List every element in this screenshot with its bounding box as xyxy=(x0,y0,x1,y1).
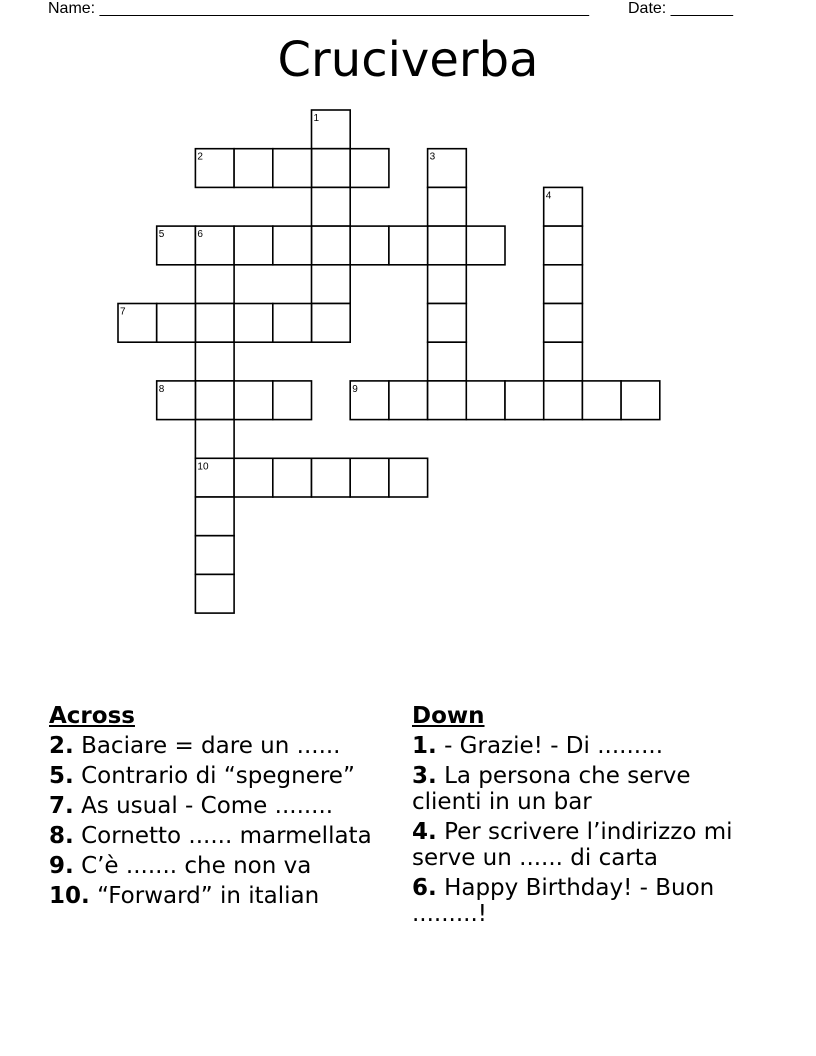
clue-down-1 xyxy=(412,733,742,759)
grid-cell[interactable] xyxy=(312,304,351,343)
grid-cell[interactable] xyxy=(466,381,505,420)
cell-number: 10 xyxy=(197,461,209,473)
grid-cell[interactable] xyxy=(428,187,467,226)
clue-down-4 xyxy=(412,819,742,871)
grid-cell[interactable] xyxy=(312,149,351,188)
cell-number: 4 xyxy=(545,190,552,202)
clue-text: Per scrivere l’indirizzo mi serve un ...... di carta xyxy=(412,819,733,871)
clue-across-7 xyxy=(49,793,389,819)
clue-number: 1. xyxy=(412,733,437,759)
grid-cell[interactable] xyxy=(350,226,389,265)
grid-cell[interactable] xyxy=(234,149,273,188)
clue-text: Cornetto ...... marmellata xyxy=(81,823,372,849)
grid-cell[interactable] xyxy=(544,342,583,381)
grid-cell[interactable] xyxy=(273,149,312,188)
clue-number: 8. xyxy=(49,823,74,849)
clue-across-8 xyxy=(49,823,389,849)
down-clues xyxy=(412,703,742,931)
grid-cell[interactable] xyxy=(428,304,467,343)
grid-cell[interactable] xyxy=(312,187,351,226)
page-title: Cruciverba xyxy=(277,32,539,88)
across-heading: Across xyxy=(49,703,135,729)
grid-cell[interactable] xyxy=(544,226,583,265)
grid-cell[interactable] xyxy=(195,381,234,420)
cell-number: 2 xyxy=(197,151,203,163)
grid-cell[interactable] xyxy=(312,265,351,304)
grid-cell[interactable] xyxy=(428,381,467,420)
grid-cell[interactable] xyxy=(582,381,621,420)
grid-cell[interactable] xyxy=(350,458,389,497)
grid-cell[interactable] xyxy=(234,458,273,497)
clue-text: La persona che serve clienti in un bar xyxy=(412,763,691,815)
clue-text: “Forward” in italian xyxy=(97,883,320,909)
grid-cell[interactable] xyxy=(428,226,467,265)
grid-cell[interactable] xyxy=(312,226,351,265)
grid-cell[interactable] xyxy=(428,342,467,381)
grid-cell[interactable] xyxy=(195,342,234,381)
grid-cell[interactable] xyxy=(273,226,312,265)
grid-cell[interactable] xyxy=(195,304,234,343)
grid-cell[interactable] xyxy=(234,381,273,420)
cell-number: 9 xyxy=(352,383,358,395)
grid-cell[interactable] xyxy=(195,574,234,613)
clue-text: Happy Birthday! - Buon .........! xyxy=(412,875,715,927)
cell-number: 6 xyxy=(197,229,203,241)
grid-cell[interactable] xyxy=(195,536,234,575)
cell-number: 1 xyxy=(313,113,320,124)
down-heading: Down xyxy=(412,703,485,729)
grid-cell[interactable] xyxy=(157,304,196,343)
grid-cell[interactable] xyxy=(505,381,544,420)
grid-cell[interactable] xyxy=(428,265,467,304)
grid-cell[interactable] xyxy=(273,458,312,497)
clue-number: 10. xyxy=(49,883,90,909)
clue-across-10 xyxy=(49,883,389,909)
grid-cell[interactable] xyxy=(273,381,312,420)
grid-cell[interactable] xyxy=(544,304,583,343)
clue-text: As usual - Come ........ xyxy=(81,793,334,819)
grid-cell[interactable] xyxy=(234,226,273,265)
clue-number: 7. xyxy=(49,793,74,819)
clue-down-3 xyxy=(412,763,742,815)
grid-cell[interactable] xyxy=(466,226,505,265)
cell-number: 8 xyxy=(158,383,165,395)
clue-number: 2. xyxy=(49,733,74,759)
clue-number: 4. xyxy=(412,819,437,845)
grid-cell[interactable] xyxy=(234,304,273,343)
clue-down-6 xyxy=(412,875,742,927)
clue-text: C’è ....... che non va xyxy=(81,853,312,879)
clue-number: 5. xyxy=(49,763,74,789)
across-clues xyxy=(49,703,389,913)
grid-cell[interactable] xyxy=(312,458,351,497)
clue-across-2 xyxy=(49,733,389,759)
clue-across-9 xyxy=(49,853,389,879)
grid-cell[interactable] xyxy=(544,265,583,304)
grid-cell[interactable] xyxy=(389,458,428,497)
grid-cell[interactable] xyxy=(389,226,428,265)
grid-cell[interactable] xyxy=(350,149,389,188)
cell-number: 3 xyxy=(429,151,436,163)
grid-cell[interactable] xyxy=(273,304,312,343)
clue-text: - Grazie! - Di ......... xyxy=(444,733,664,759)
grid-cell[interactable] xyxy=(195,420,234,459)
cell-number: 7 xyxy=(120,306,126,318)
clue-text: Baciare = dare un ...... xyxy=(81,733,341,759)
grid-cell[interactable] xyxy=(621,381,660,420)
grid-cell[interactable] xyxy=(389,381,428,420)
name-field-label: Name: _______________________________________________________ xyxy=(48,0,589,17)
clue-number: 3. xyxy=(412,763,437,789)
clue-text: Contrario di “spegnere” xyxy=(81,763,355,789)
clue-number: 9. xyxy=(49,853,74,879)
grid-cell[interactable] xyxy=(544,381,583,420)
clue-number: 6. xyxy=(412,875,437,901)
date-field-label: Date: _______ xyxy=(628,0,733,17)
cell-number: 5 xyxy=(158,229,165,241)
grid-cell[interactable] xyxy=(195,265,234,304)
clue-across-5 xyxy=(49,763,389,789)
grid-cell[interactable] xyxy=(195,497,234,536)
